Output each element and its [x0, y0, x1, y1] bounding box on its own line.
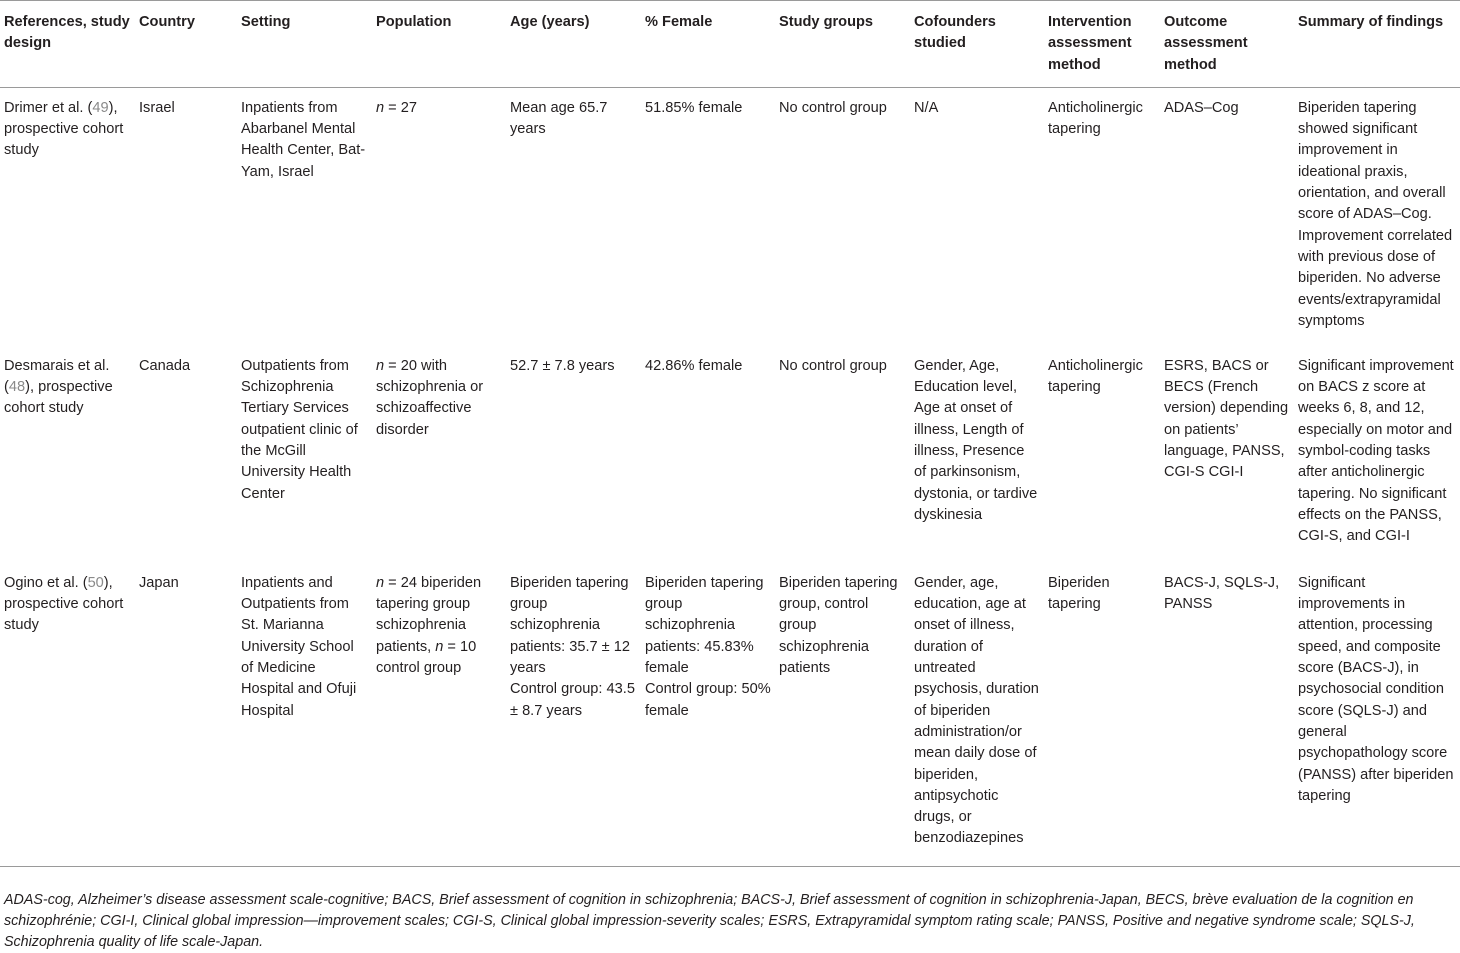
header-study-groups: Study groups: [775, 1, 910, 88]
cell-female: 42.86% female: [645, 357, 743, 374]
table-header-row: [0, 1, 1460, 88]
cell-study-groups: No control group: [779, 99, 887, 116]
cell-intervention: Anticholinergic tapering: [1048, 357, 1143, 396]
reference-design: ), prospective cohort study: [4, 99, 124, 159]
population-n-symbol: n: [376, 99, 385, 116]
header-references: References, study design: [0, 1, 135, 88]
header-population: Population: [372, 1, 506, 88]
population-text: = 27: [384, 99, 417, 116]
reference-link[interactable]: 49: [92, 99, 109, 116]
table-row: [0, 566, 1460, 867]
cell-cofounders: N/A: [914, 99, 939, 116]
age-group-control: Control group: 43.5 ± 8.7 years: [510, 681, 635, 719]
cell-country: Israel: [139, 99, 175, 116]
cell-setting: Outpatients from Schizophrenia Tertiary Services outpatient clinic of the McGill University Health Center: [241, 357, 358, 502]
cell-setting: Inpatients and Outpatients from St. Marianna University School of Medicine Hospital and Ofuji Hospital: [237, 566, 372, 867]
cell-reference: [0, 87, 135, 348]
table-row: [0, 87, 1460, 348]
header-outcome: Outcome assessment method: [1160, 1, 1294, 88]
cell-summary: Significant improvements in attention, processing speed, and composite score (BACS-J), in psychosocial condition score (SQLS-J) and general psychopathology score (PANSS) after biperiden tapering: [1294, 566, 1460, 867]
cell-country: Canada: [139, 357, 191, 374]
cell-intervention: Anticholinergic tapering: [1048, 99, 1143, 138]
cell-study-groups: No control group: [779, 357, 887, 374]
population-n-symbol: n: [435, 638, 444, 655]
table-footnote: ADAS-cog, Alzheimer’s disease assessment scale-cognitive; BACS, Brief assessment of cognition in schizophrenia; BACS-J, Brief assessment of cognition in schizophrenia-Japan, BECS, brève evaluation de la cognition en schizophrénie; CGI-I, Clinical global impression—improvement scales; CGI-S, Clinical global impression-severity scales; ESRS, Extrapyramidal symptom rating scale; PANSS, Positive and negative syndrome scale; SQLS-J, Schizophrenia quality of life scale-Japan.: [4, 892, 1415, 950]
population-n-symbol: n: [376, 357, 385, 374]
age-group-tapering: Biperiden tapering group schizophrenia patients: 35.7 ± 12 years: [510, 574, 630, 677]
cell-age: 52.7 ± 7.8 years: [510, 357, 615, 374]
cell-setting: Inpatients from Abarbanel Mental Health Center, Bat-Yam, Israel: [241, 99, 366, 180]
female-group-tapering: Biperiden tapering group schizophrenia patients: 45.83% female: [645, 574, 764, 677]
cell-cofounders: Gender, age, education, age at onset of illness, duration of untreated psychosis, duration of biperiden administration/or mean daily dose of biperiden, antipsychotic drugs, or benzodiazepines: [910, 566, 1044, 867]
header-country: Country: [135, 1, 237, 88]
cell-outcome: ADAS–Cog: [1164, 99, 1239, 116]
population-text: = 20 with schizophrenia or schizoaffective disorder: [376, 357, 484, 438]
cell-outcome: ESRS, BACS or BECS (French version) depending on patients’ language, PANSS, CGI-S CGI-I: [1164, 357, 1289, 481]
cell-reference: [0, 348, 135, 566]
cell-population: [372, 348, 506, 566]
cell-population: [372, 87, 506, 348]
header-age: Age (years): [506, 1, 641, 88]
cell-study-groups: Biperiden tapering group, control group schizophrenia patients: [775, 566, 910, 867]
population-text: = 10 control group: [376, 638, 477, 677]
cell-age: [506, 566, 641, 867]
reference-author: Drimer et al. (: [4, 99, 93, 116]
header-cofounders: Cofounders studied: [910, 1, 1044, 88]
reference-link[interactable]: 50: [87, 574, 104, 591]
cell-reference: [0, 566, 135, 867]
cell-summary: Biperiden tapering showed significant improvement in ideational praxis, orientation, and overall score of ADAS–Cog. Improvement correlated with previous dose of biperiden. No adverse events/extrapyramidal symptoms: [1298, 99, 1453, 329]
cell-female: 51.85% female: [645, 99, 743, 116]
cell-intervention: Biperiden tapering: [1044, 566, 1160, 867]
cell-country: Japan: [135, 566, 237, 867]
population-text: = 24 biperiden tapering group schizophrenia patients,: [376, 574, 482, 655]
header-setting: Setting: [237, 1, 372, 88]
reference-author: Desmarais et al. (: [4, 357, 110, 396]
header-female: % Female: [641, 1, 775, 88]
header-intervention: Intervention assessment method: [1044, 1, 1160, 88]
cell-cofounders: Gender, Age, Education level, Age at onset of illness, Length of illness, Presence of parkinsonism, dystonia, or tardive dyskinesia: [914, 357, 1038, 523]
cell-population: [372, 566, 506, 867]
population-n-symbol: n: [376, 574, 385, 591]
header-summary: Summary of findings: [1294, 1, 1460, 88]
female-group-control: Control group: 50% female: [645, 681, 771, 719]
cell-female: [641, 566, 775, 867]
cell-summary: Significant improvement on BACS z score at weeks 6, 8, and 12, especially on motor and symbol-coding tasks after anticholinergic tapering. No significant effects on the PANSS, CGI-S, and CGI-I: [1298, 357, 1454, 545]
reference-design: ), prospective cohort study: [4, 574, 124, 634]
reference-author: Ogino et al. (: [4, 574, 88, 591]
reference-design: ), prospective cohort study: [4, 379, 113, 417]
cell-age: Mean age 65.7 years: [510, 99, 608, 138]
table-row: [0, 348, 1460, 566]
cell-outcome: BACS-J, SQLS-J, PANSS: [1160, 566, 1294, 867]
reference-link[interactable]: 48: [8, 379, 26, 396]
